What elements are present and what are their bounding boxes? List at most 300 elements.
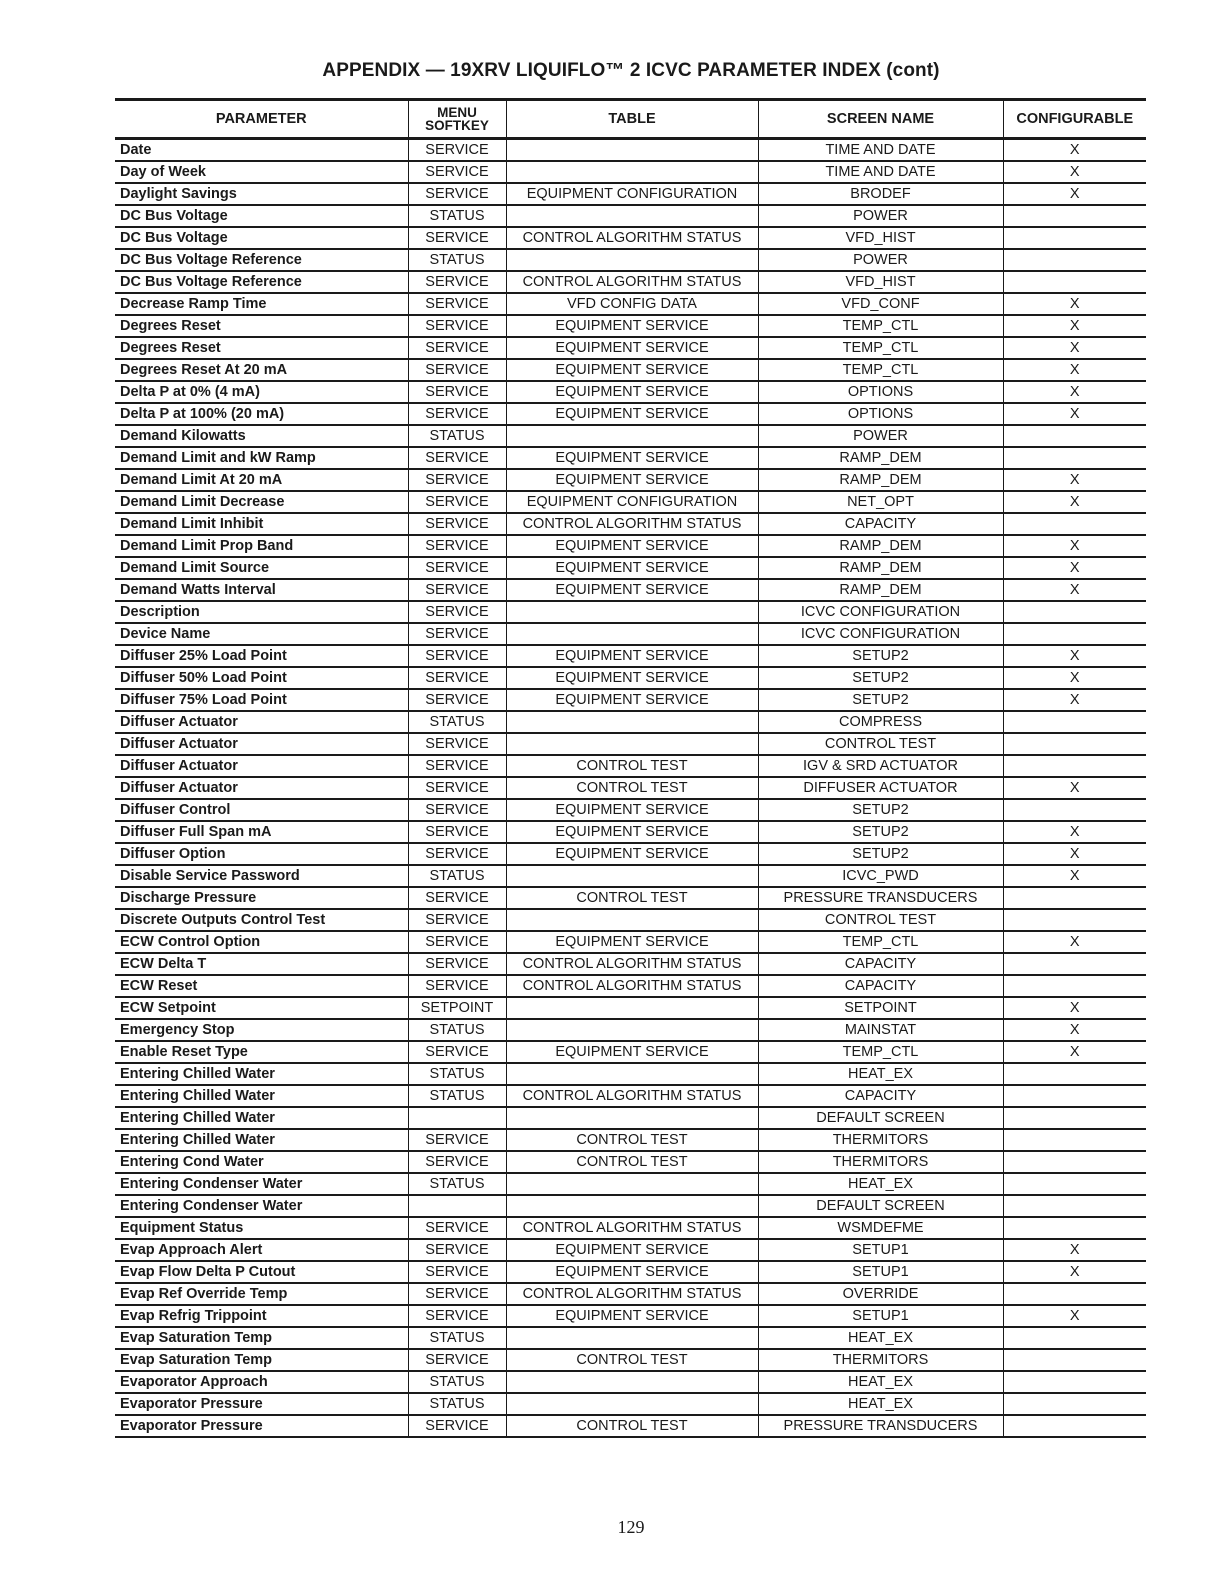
table-row bbox=[115, 447, 1146, 469]
cell-configurable bbox=[1003, 271, 1146, 293]
cell-screen-name: SETUP2 bbox=[758, 821, 1003, 843]
cell-table bbox=[506, 1173, 758, 1195]
cell-menu-softkey: STATUS bbox=[408, 249, 506, 271]
table-row bbox=[115, 1173, 1146, 1195]
cell-parameter: Evap Saturation Temp bbox=[115, 1327, 408, 1349]
cell-configurable bbox=[1003, 1129, 1146, 1151]
cell-configurable: X bbox=[1003, 1019, 1146, 1041]
table-row bbox=[115, 337, 1146, 359]
table-row bbox=[115, 1305, 1146, 1327]
cell-table: EQUIPMENT SERVICE bbox=[506, 1041, 758, 1063]
cell-configurable bbox=[1003, 1195, 1146, 1217]
cell-table: EQUIPMENT SERVICE bbox=[506, 1239, 758, 1261]
cell-screen-name: SETUP2 bbox=[758, 667, 1003, 689]
cell-parameter: Entering Cond Water bbox=[115, 1151, 408, 1173]
cell-screen-name: TIME AND DATE bbox=[758, 161, 1003, 183]
table-row bbox=[115, 205, 1146, 227]
table-row bbox=[115, 997, 1146, 1019]
cell-parameter: DC Bus Voltage bbox=[115, 205, 408, 227]
cell-parameter: Entering Condenser Water bbox=[115, 1173, 408, 1195]
cell-table: EQUIPMENT SERVICE bbox=[506, 447, 758, 469]
table-row bbox=[115, 1041, 1146, 1063]
cell-configurable bbox=[1003, 227, 1146, 249]
cell-table: EQUIPMENT SERVICE bbox=[506, 403, 758, 425]
cell-configurable: X bbox=[1003, 315, 1146, 337]
cell-parameter: Evaporator Pressure bbox=[115, 1415, 408, 1437]
cell-menu-softkey: SERVICE bbox=[408, 953, 506, 975]
table-body bbox=[115, 139, 1146, 1438]
table-row bbox=[115, 623, 1146, 645]
cell-screen-name: RAMP_DEM bbox=[758, 469, 1003, 491]
cell-screen-name: ICVC CONFIGURATION bbox=[758, 623, 1003, 645]
cell-parameter: Emergency Stop bbox=[115, 1019, 408, 1041]
cell-screen-name: TIME AND DATE bbox=[758, 139, 1003, 162]
cell-menu-softkey: SERVICE bbox=[408, 557, 506, 579]
cell-menu-softkey: STATUS bbox=[408, 205, 506, 227]
cell-table: CONTROL ALGORITHM STATUS bbox=[506, 1283, 758, 1305]
cell-menu-softkey: STATUS bbox=[408, 865, 506, 887]
cell-configurable bbox=[1003, 601, 1146, 623]
cell-configurable bbox=[1003, 205, 1146, 227]
cell-table bbox=[506, 865, 758, 887]
cell-configurable bbox=[1003, 1283, 1146, 1305]
cell-configurable: X bbox=[1003, 359, 1146, 381]
cell-screen-name: TEMP_CTL bbox=[758, 1041, 1003, 1063]
cell-menu-softkey: SERVICE bbox=[408, 403, 506, 425]
cell-menu-softkey: SERVICE bbox=[408, 381, 506, 403]
table-row bbox=[115, 865, 1146, 887]
cell-configurable bbox=[1003, 1393, 1146, 1415]
cell-menu-softkey: SERVICE bbox=[408, 227, 506, 249]
cell-table: CONTROL TEST bbox=[506, 1151, 758, 1173]
cell-table: CONTROL TEST bbox=[506, 777, 758, 799]
cell-menu-softkey: SERVICE bbox=[408, 777, 506, 799]
cell-menu-softkey: SERVICE bbox=[408, 887, 506, 909]
cell-menu-softkey: SERVICE bbox=[408, 579, 506, 601]
cell-parameter: Degrees Reset At 20 mA bbox=[115, 359, 408, 381]
cell-table: EQUIPMENT SERVICE bbox=[506, 931, 758, 953]
cell-menu-softkey: SERVICE bbox=[408, 359, 506, 381]
cell-configurable: X bbox=[1003, 139, 1146, 162]
cell-screen-name: THERMITORS bbox=[758, 1151, 1003, 1173]
cell-configurable bbox=[1003, 447, 1146, 469]
table-row bbox=[115, 755, 1146, 777]
cell-table: EQUIPMENT CONFIGURATION bbox=[506, 183, 758, 205]
cell-configurable: X bbox=[1003, 843, 1146, 865]
table-header-row bbox=[115, 100, 1146, 139]
table-row bbox=[115, 1085, 1146, 1107]
cell-menu-softkey: SETPOINT bbox=[408, 997, 506, 1019]
cell-table bbox=[506, 1019, 758, 1041]
cell-screen-name: COMPRESS bbox=[758, 711, 1003, 733]
cell-configurable: X bbox=[1003, 403, 1146, 425]
cell-menu-softkey: STATUS bbox=[408, 1327, 506, 1349]
cell-screen-name: CAPACITY bbox=[758, 1085, 1003, 1107]
cell-configurable: X bbox=[1003, 491, 1146, 513]
cell-table bbox=[506, 1063, 758, 1085]
cell-screen-name: CAPACITY bbox=[758, 953, 1003, 975]
cell-menu-softkey: SERVICE bbox=[408, 821, 506, 843]
cell-parameter: ECW Reset bbox=[115, 975, 408, 997]
table-row bbox=[115, 227, 1146, 249]
cell-configurable: X bbox=[1003, 293, 1146, 315]
cell-configurable: X bbox=[1003, 821, 1146, 843]
cell-table: EQUIPMENT SERVICE bbox=[506, 469, 758, 491]
cell-table: CONTROL ALGORITHM STATUS bbox=[506, 513, 758, 535]
cell-configurable bbox=[1003, 249, 1146, 271]
cell-menu-softkey: STATUS bbox=[408, 1393, 506, 1415]
table-row bbox=[115, 601, 1146, 623]
cell-table bbox=[506, 997, 758, 1019]
cell-parameter: Diffuser Option bbox=[115, 843, 408, 865]
cell-table: CONTROL TEST bbox=[506, 1349, 758, 1371]
cell-parameter: Evap Saturation Temp bbox=[115, 1349, 408, 1371]
cell-parameter: Entering Condenser Water bbox=[115, 1195, 408, 1217]
cell-table: VFD CONFIG DATA bbox=[506, 293, 758, 315]
cell-configurable: X bbox=[1003, 1239, 1146, 1261]
cell-configurable bbox=[1003, 1371, 1146, 1393]
cell-configurable: X bbox=[1003, 161, 1146, 183]
cell-menu-softkey: SERVICE bbox=[408, 469, 506, 491]
cell-screen-name: SETUP2 bbox=[758, 799, 1003, 821]
table-row bbox=[115, 381, 1146, 403]
cell-configurable bbox=[1003, 733, 1146, 755]
cell-table: EQUIPMENT SERVICE bbox=[506, 557, 758, 579]
cell-table bbox=[506, 1195, 758, 1217]
cell-menu-softkey: SERVICE bbox=[408, 271, 506, 293]
cell-menu-softkey: SERVICE bbox=[408, 1349, 506, 1371]
cell-parameter: DC Bus Voltage Reference bbox=[115, 271, 408, 293]
cell-table bbox=[506, 161, 758, 183]
cell-configurable bbox=[1003, 1151, 1146, 1173]
cell-parameter: Entering Chilled Water bbox=[115, 1063, 408, 1085]
cell-menu-softkey: STATUS bbox=[408, 425, 506, 447]
table-row bbox=[115, 271, 1146, 293]
cell-parameter: ECW Setpoint bbox=[115, 997, 408, 1019]
cell-table: CONTROL ALGORITHM STATUS bbox=[506, 1085, 758, 1107]
cell-table: EQUIPMENT CONFIGURATION bbox=[506, 491, 758, 513]
cell-screen-name: CAPACITY bbox=[758, 975, 1003, 997]
cell-screen-name: NET_OPT bbox=[758, 491, 1003, 513]
cell-configurable bbox=[1003, 1173, 1146, 1195]
table-row bbox=[115, 557, 1146, 579]
cell-table: EQUIPMENT SERVICE bbox=[506, 579, 758, 601]
cell-parameter: Discrete Outputs Control Test bbox=[115, 909, 408, 931]
cell-parameter: Device Name bbox=[115, 623, 408, 645]
cell-parameter: Diffuser Actuator bbox=[115, 711, 408, 733]
cell-configurable: X bbox=[1003, 183, 1146, 205]
cell-menu-softkey: STATUS bbox=[408, 1019, 506, 1041]
cell-screen-name: VFD_HIST bbox=[758, 227, 1003, 249]
cell-configurable bbox=[1003, 623, 1146, 645]
cell-menu-softkey: SERVICE bbox=[408, 513, 506, 535]
cell-parameter: Demand Limit Source bbox=[115, 557, 408, 579]
cell-parameter: Delta P at 0% (4 mA) bbox=[115, 381, 408, 403]
cell-screen-name: SETUP1 bbox=[758, 1305, 1003, 1327]
cell-configurable: X bbox=[1003, 337, 1146, 359]
cell-screen-name: DEFAULT SCREEN bbox=[758, 1195, 1003, 1217]
table-row bbox=[115, 777, 1146, 799]
cell-menu-softkey: SERVICE bbox=[408, 491, 506, 513]
cell-screen-name: OVERRIDE bbox=[758, 1283, 1003, 1305]
cell-table: EQUIPMENT SERVICE bbox=[506, 337, 758, 359]
cell-configurable bbox=[1003, 1107, 1146, 1129]
cell-screen-name: RAMP_DEM bbox=[758, 557, 1003, 579]
cell-screen-name: ICVC_PWD bbox=[758, 865, 1003, 887]
table-row bbox=[115, 293, 1146, 315]
cell-menu-softkey: SERVICE bbox=[408, 1283, 506, 1305]
table-row bbox=[115, 315, 1146, 337]
cell-table bbox=[506, 139, 758, 162]
cell-screen-name: OPTIONS bbox=[758, 381, 1003, 403]
cell-table: EQUIPMENT SERVICE bbox=[506, 1261, 758, 1283]
cell-screen-name: DEFAULT SCREEN bbox=[758, 1107, 1003, 1129]
cell-configurable bbox=[1003, 711, 1146, 733]
header-table: TABLE bbox=[506, 100, 758, 139]
cell-menu-softkey: SERVICE bbox=[408, 1217, 506, 1239]
cell-table: EQUIPMENT SERVICE bbox=[506, 315, 758, 337]
cell-table: EQUIPMENT SERVICE bbox=[506, 1305, 758, 1327]
cell-menu-softkey: SERVICE bbox=[408, 667, 506, 689]
cell-menu-softkey: SERVICE bbox=[408, 1305, 506, 1327]
table-row bbox=[115, 513, 1146, 535]
cell-configurable: X bbox=[1003, 381, 1146, 403]
header-configurable: CONFIGURABLE bbox=[1003, 100, 1146, 139]
cell-menu-softkey: STATUS bbox=[408, 711, 506, 733]
cell-parameter: Entering Chilled Water bbox=[115, 1085, 408, 1107]
cell-parameter: Demand Limit and kW Ramp bbox=[115, 447, 408, 469]
cell-table bbox=[506, 733, 758, 755]
cell-table: EQUIPMENT SERVICE bbox=[506, 799, 758, 821]
page-number: 129 bbox=[617, 1517, 645, 1537]
cell-table: EQUIPMENT SERVICE bbox=[506, 535, 758, 557]
cell-table bbox=[506, 425, 758, 447]
cell-menu-softkey: SERVICE bbox=[408, 315, 506, 337]
table-row bbox=[115, 711, 1146, 733]
cell-menu-softkey: STATUS bbox=[408, 1371, 506, 1393]
cell-menu-softkey: SERVICE bbox=[408, 337, 506, 359]
cell-menu-softkey: SERVICE bbox=[408, 1041, 506, 1063]
cell-menu-softkey: SERVICE bbox=[408, 645, 506, 667]
table-row bbox=[115, 1239, 1146, 1261]
cell-configurable: X bbox=[1003, 557, 1146, 579]
cell-screen-name: SETUP2 bbox=[758, 843, 1003, 865]
cell-parameter: Diffuser Actuator bbox=[115, 733, 408, 755]
cell-configurable: X bbox=[1003, 1305, 1146, 1327]
cell-screen-name: VFD_HIST bbox=[758, 271, 1003, 293]
table-row bbox=[115, 1371, 1146, 1393]
cell-configurable bbox=[1003, 799, 1146, 821]
cell-screen-name: WSMDEFME bbox=[758, 1217, 1003, 1239]
table-row bbox=[115, 909, 1146, 931]
cell-screen-name: HEAT_EX bbox=[758, 1371, 1003, 1393]
cell-parameter: Demand Limit At 20 mA bbox=[115, 469, 408, 491]
header-menu-softkey bbox=[408, 100, 506, 139]
cell-screen-name: DIFFUSER ACTUATOR bbox=[758, 777, 1003, 799]
cell-configurable bbox=[1003, 425, 1146, 447]
cell-menu-softkey: SERVICE bbox=[408, 1415, 506, 1437]
cell-screen-name: PRESSURE TRANSDUCERS bbox=[758, 887, 1003, 909]
cell-screen-name: SETPOINT bbox=[758, 997, 1003, 1019]
cell-configurable: X bbox=[1003, 667, 1146, 689]
cell-screen-name: OPTIONS bbox=[758, 403, 1003, 425]
cell-parameter: Description bbox=[115, 601, 408, 623]
cell-table bbox=[506, 205, 758, 227]
table-row bbox=[115, 821, 1146, 843]
cell-configurable bbox=[1003, 1349, 1146, 1371]
table-row bbox=[115, 975, 1146, 997]
table-row bbox=[115, 1327, 1146, 1349]
cell-menu-softkey: SERVICE bbox=[408, 1129, 506, 1151]
cell-screen-name: CONTROL TEST bbox=[758, 909, 1003, 931]
cell-configurable bbox=[1003, 975, 1146, 997]
cell-parameter: Discharge Pressure bbox=[115, 887, 408, 909]
cell-parameter: DC Bus Voltage Reference bbox=[115, 249, 408, 271]
table-row bbox=[115, 645, 1146, 667]
table-row bbox=[115, 1349, 1146, 1371]
cell-menu-softkey: STATUS bbox=[408, 1063, 506, 1085]
header-menu-line1: MENU bbox=[437, 105, 477, 120]
cell-menu-softkey bbox=[408, 1107, 506, 1129]
cell-table: CONTROL TEST bbox=[506, 755, 758, 777]
cell-parameter: Degrees Reset bbox=[115, 337, 408, 359]
cell-configurable bbox=[1003, 1063, 1146, 1085]
table-row bbox=[115, 689, 1146, 711]
cell-parameter: DC Bus Voltage bbox=[115, 227, 408, 249]
cell-screen-name: TEMP_CTL bbox=[758, 337, 1003, 359]
cell-table: CONTROL TEST bbox=[506, 887, 758, 909]
table-row bbox=[115, 161, 1146, 183]
table-row bbox=[115, 403, 1146, 425]
cell-configurable: X bbox=[1003, 865, 1146, 887]
cell-configurable bbox=[1003, 1327, 1146, 1349]
table-row bbox=[115, 183, 1146, 205]
cell-parameter: Evap Flow Delta P Cutout bbox=[115, 1261, 408, 1283]
cell-parameter: Evaporator Pressure bbox=[115, 1393, 408, 1415]
cell-parameter: Degrees Reset bbox=[115, 315, 408, 337]
cell-screen-name: TEMP_CTL bbox=[758, 315, 1003, 337]
cell-menu-softkey bbox=[408, 1195, 506, 1217]
cell-menu-softkey: SERVICE bbox=[408, 909, 506, 931]
cell-menu-softkey: SERVICE bbox=[408, 755, 506, 777]
cell-parameter: Demand Limit Decrease bbox=[115, 491, 408, 513]
table-row bbox=[115, 953, 1146, 975]
cell-screen-name: THERMITORS bbox=[758, 1349, 1003, 1371]
table-row bbox=[115, 1063, 1146, 1085]
header-menu-line2: SOFTKEY bbox=[425, 118, 489, 133]
cell-screen-name: SETUP2 bbox=[758, 645, 1003, 667]
table-row bbox=[115, 359, 1146, 381]
cell-screen-name: PRESSURE TRANSDUCERS bbox=[758, 1415, 1003, 1437]
table-row bbox=[115, 139, 1146, 162]
table-row bbox=[115, 1393, 1146, 1415]
cell-configurable: X bbox=[1003, 1261, 1146, 1283]
cell-parameter: Equipment Status bbox=[115, 1217, 408, 1239]
cell-parameter: Demand Limit Prop Band bbox=[115, 535, 408, 557]
cell-menu-softkey: SERVICE bbox=[408, 1261, 506, 1283]
cell-parameter: Diffuser 25% Load Point bbox=[115, 645, 408, 667]
cell-table: EQUIPMENT SERVICE bbox=[506, 843, 758, 865]
table-row bbox=[115, 887, 1146, 909]
cell-screen-name: ICVC CONFIGURATION bbox=[758, 601, 1003, 623]
cell-table bbox=[506, 1393, 758, 1415]
cell-configurable bbox=[1003, 755, 1146, 777]
table-row bbox=[115, 1129, 1146, 1151]
cell-menu-softkey: SERVICE bbox=[408, 535, 506, 557]
table-row bbox=[115, 425, 1146, 447]
table-row bbox=[115, 579, 1146, 601]
cell-parameter: Diffuser Control bbox=[115, 799, 408, 821]
table-row bbox=[115, 1217, 1146, 1239]
table-row bbox=[115, 535, 1146, 557]
cell-table: EQUIPMENT SERVICE bbox=[506, 821, 758, 843]
cell-screen-name: SETUP1 bbox=[758, 1239, 1003, 1261]
cell-table bbox=[506, 909, 758, 931]
cell-menu-softkey: SERVICE bbox=[408, 601, 506, 623]
cell-table bbox=[506, 711, 758, 733]
cell-screen-name: POWER bbox=[758, 425, 1003, 447]
cell-table bbox=[506, 249, 758, 271]
cell-parameter: Day of Week bbox=[115, 161, 408, 183]
cell-parameter: Diffuser Actuator bbox=[115, 755, 408, 777]
table-row bbox=[115, 1019, 1146, 1041]
cell-parameter: ECW Delta T bbox=[115, 953, 408, 975]
cell-screen-name: VFD_CONF bbox=[758, 293, 1003, 315]
cell-screen-name: TEMP_CTL bbox=[758, 931, 1003, 953]
cell-table bbox=[506, 601, 758, 623]
table-row bbox=[115, 843, 1146, 865]
cell-menu-softkey: SERVICE bbox=[408, 1239, 506, 1261]
cell-table: CONTROL ALGORITHM STATUS bbox=[506, 953, 758, 975]
cell-table bbox=[506, 623, 758, 645]
cell-table: EQUIPMENT SERVICE bbox=[506, 645, 758, 667]
cell-screen-name: HEAT_EX bbox=[758, 1393, 1003, 1415]
header-screen-name: SCREEN NAME bbox=[758, 100, 1003, 139]
cell-table: CONTROL TEST bbox=[506, 1415, 758, 1437]
cell-table bbox=[506, 1327, 758, 1349]
cell-screen-name: HEAT_EX bbox=[758, 1327, 1003, 1349]
cell-menu-softkey: SERVICE bbox=[408, 689, 506, 711]
cell-table: EQUIPMENT SERVICE bbox=[506, 359, 758, 381]
cell-configurable: X bbox=[1003, 645, 1146, 667]
cell-menu-softkey: SERVICE bbox=[408, 183, 506, 205]
cell-configurable: X bbox=[1003, 689, 1146, 711]
table-row bbox=[115, 799, 1146, 821]
cell-parameter: Entering Chilled Water bbox=[115, 1129, 408, 1151]
cell-table: EQUIPMENT SERVICE bbox=[506, 381, 758, 403]
cell-screen-name: POWER bbox=[758, 249, 1003, 271]
cell-parameter: Enable Reset Type bbox=[115, 1041, 408, 1063]
cell-screen-name: RAMP_DEM bbox=[758, 535, 1003, 557]
cell-parameter: Diffuser 75% Load Point bbox=[115, 689, 408, 711]
table-row bbox=[115, 1283, 1146, 1305]
cell-table: CONTROL ALGORITHM STATUS bbox=[506, 1217, 758, 1239]
cell-screen-name: SETUP2 bbox=[758, 689, 1003, 711]
cell-menu-softkey: SERVICE bbox=[408, 161, 506, 183]
cell-configurable: X bbox=[1003, 1041, 1146, 1063]
cell-menu-softkey: SERVICE bbox=[408, 931, 506, 953]
cell-screen-name: HEAT_EX bbox=[758, 1063, 1003, 1085]
table-row bbox=[115, 733, 1146, 755]
cell-parameter: Evaporator Approach bbox=[115, 1371, 408, 1393]
cell-screen-name: SETUP1 bbox=[758, 1261, 1003, 1283]
cell-menu-softkey: STATUS bbox=[408, 1085, 506, 1107]
cell-table: CONTROL TEST bbox=[506, 1129, 758, 1151]
cell-screen-name: IGV & SRD ACTUATOR bbox=[758, 755, 1003, 777]
cell-parameter: Evap Refrig Trippoint bbox=[115, 1305, 408, 1327]
cell-configurable bbox=[1003, 1415, 1146, 1437]
table-row bbox=[115, 1151, 1146, 1173]
